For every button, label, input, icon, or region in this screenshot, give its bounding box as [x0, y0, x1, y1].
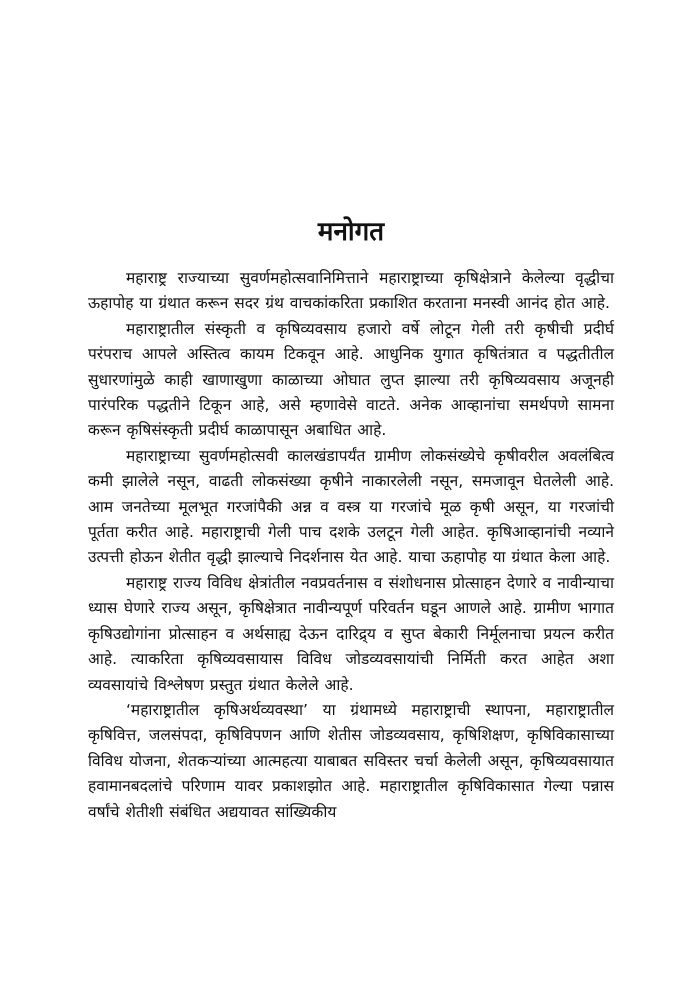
document-page	[88, 212, 614, 825]
page-title: मनोगत	[317, 217, 385, 247]
paragraph-1: महाराष्ट्र राज्याच्या सुवर्णमहोत्सवानिमित्ताने महाराष्ट्राच्या कृषिक्षेत्राने केलेल्या वृद्धीचा ऊहापोह या ग्रंथात करून सदर ग्रंथ वाचकांकरिता प्रकाशित करताना मनस्वी आनंद होत आहे.	[88, 269, 614, 313]
paragraph-3: महाराष्ट्राच्या सुवर्णमहोत्सवी कालखंडापर्यंत ग्रामीण लोकसंख्येचे कृषीवरील अवलंबित्व कमी झालेले नसून, वाढती लोकसंख्या कृषीने नाकारलेली नसून, समजावून घेतलेली आहे. आम जनतेच्या मूलभूत गरजांपैकी अन्न व वस्त्र या गरजांचे मूळ कृषी असून, या गरजांची पूर्तता करीत आहे. महाराष्ट्राची गेली पाच दशके उलटून गेली आहेत. कृषिआव्हानांची नव्याने उत्पत्ती होऊन शेतीत वृद्धी झाल्याचे निदर्शनास येत आहे. याचा ऊहापोह या ग्रंथात केला आहे.	[88, 446, 614, 567]
paragraph-4: महाराष्ट्र राज्य विविध क्षेत्रांतील नवप्रवर्तनास व संशोधनास प्रोत्साहन देणारे व नावीन्याचा ध्यास घेणारे राज्य असून, कृषिक्षेत्रात नावीन्यपूर्ण परिवर्तन घडून आणले आहे. ग्रामीण भागात कृषिउद्योगांना प्रोत्साहन व अर्थसाह्य देऊन दारिद्र्य व सुप्त बेकारी निर्मूलनाचा प्रयत्न करीत आहे. त्याकरिता कृषिव्यवसायास विविध जोडव्यवसायांची निर्मिती करत आहेत अशा व्यवसायांचे विश्लेषण प्रस्तुत ग्रंथात केलेले आहे.	[88, 573, 614, 694]
paragraph-2: महाराष्ट्रातील संस्कृती व कृषिव्यवसाय हजारो वर्षे लोटून गेली तरी कृषीची प्रदीर्घ परंपराच आपले अस्तित्व कायम टिकवून आहे. आधुनिक युगात कृषितंत्रात व पद्धतीतील सुधारणांमुळे काही खाणाखुणा काळाच्या ओघात लुप्त झाल्या तरी कृषिव्यवसाय अजूनही पारंपरिक पद्धतीने टिकून आहे, असे म्हणावेसे वाटते. अनेक आव्हानांचा समर्थपणे सामना करून कृषिसंस्कृती प्रदीर्घ काळापासून अबाधित आहे.	[88, 319, 614, 440]
paragraph-5: ‘महाराष्ट्रातील कृषिअर्थव्यवस्था’ या ग्रंथामध्ये महाराष्ट्राची स्थापना, महाराष्ट्रातील कृषिवित्त, जलसंपदा, कृषिविपणन आणि शेतीस जोडव्यवसाय, कृषिशिक्षण, कृषिविकासाच्या विविध योजना, शेतकऱ्यांच्या आत्महत्या याबाबत सविस्तर चर्चा केलेली असून, कृषिव्यवसायात हवामानबदलांचे परिणाम यावर प्रकाशझोत आहे. महाराष्ट्रातील कृषिविकासात गेल्या पन्नास वर्षांचे शेतीशी संबंधित अद्ययावत सांख्यिकीय	[88, 700, 614, 821]
